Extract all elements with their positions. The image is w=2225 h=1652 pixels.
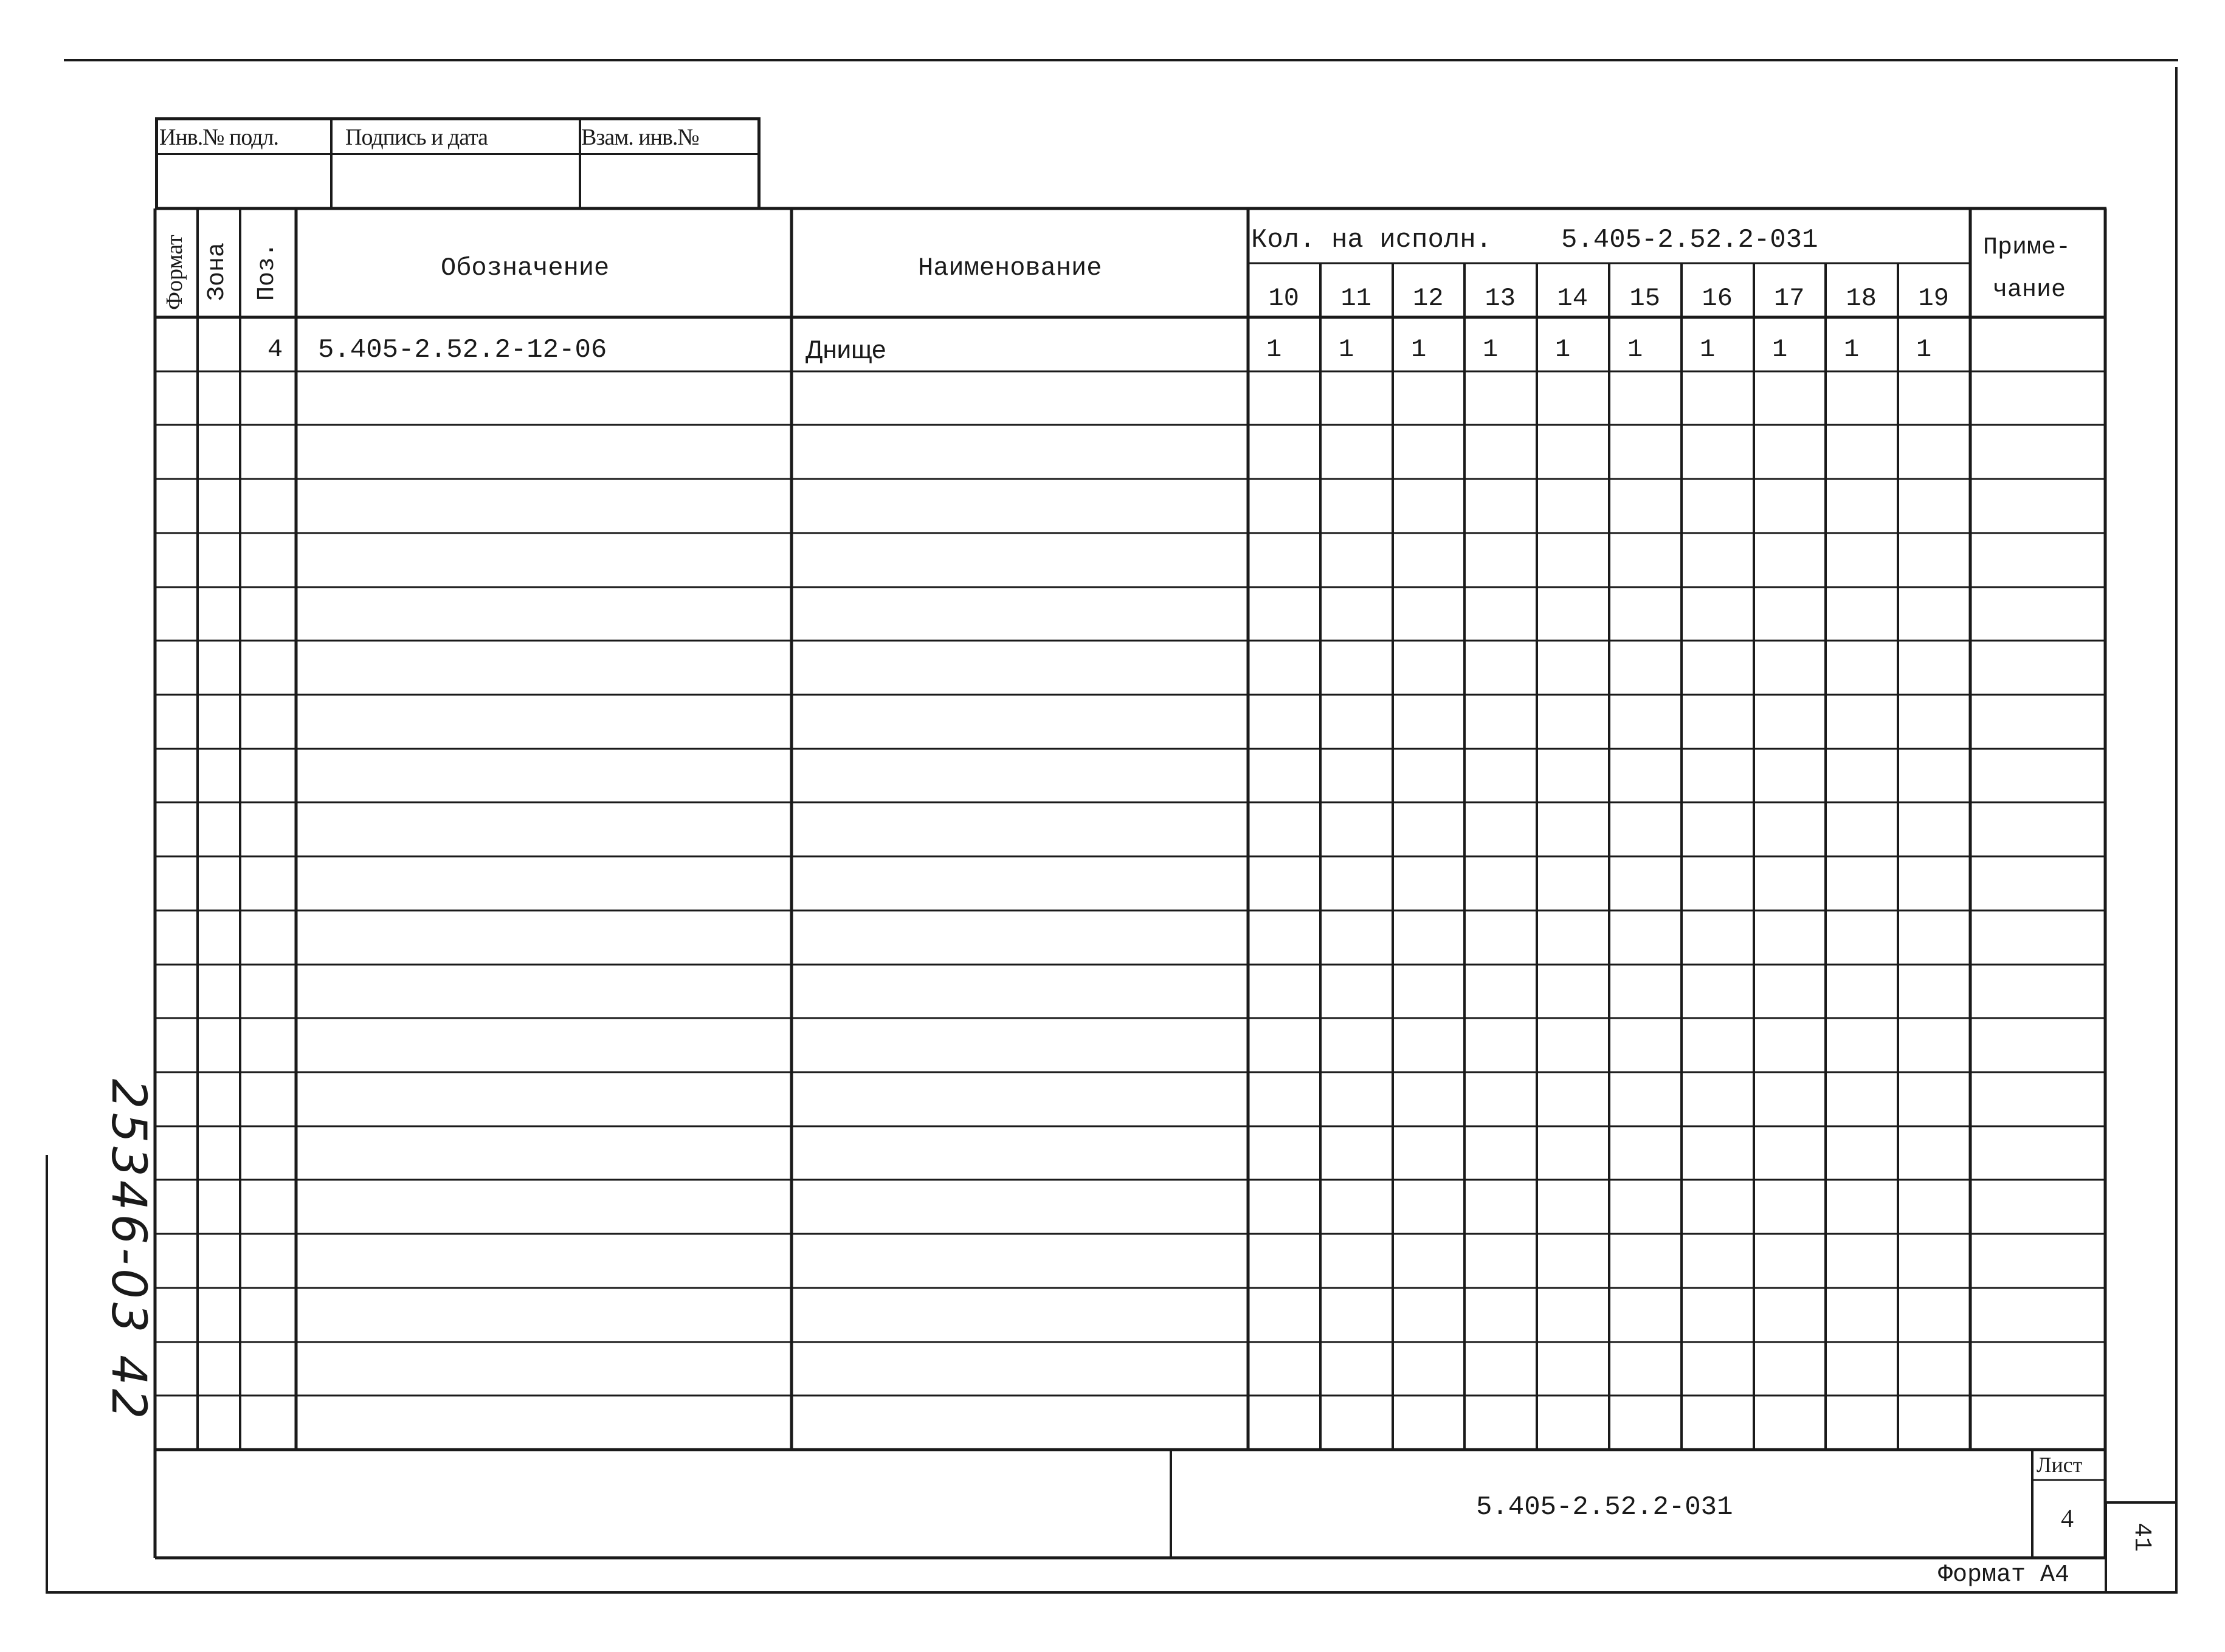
header-variant: 13: [1485, 284, 1516, 313]
row-qty: 1: [1772, 335, 1788, 364]
row-qty: 1: [1555, 335, 1571, 364]
row-pos: 4: [267, 335, 283, 364]
header-variant: 12: [1413, 284, 1444, 313]
header-format: Формат: [162, 235, 187, 310]
header-pos: Поз.: [254, 242, 281, 301]
header-qty-code: 5.405-2.52.2-031: [1561, 225, 1818, 255]
stamp-header-replace: Взам. инв.№: [581, 125, 699, 150]
row-qty: 1: [1339, 335, 1354, 364]
row-designation: 5.405-2.52.2-12-06: [318, 335, 607, 365]
row-qty: 1: [1411, 335, 1427, 364]
format-label: Формат А4: [1938, 1561, 2070, 1589]
row-qty: 1: [1916, 335, 1932, 364]
row-qty: 1: [1266, 335, 1282, 364]
header-variant: 11: [1340, 284, 1371, 313]
header-variant: 15: [1629, 284, 1660, 313]
header-variant: 10: [1268, 284, 1299, 313]
header-variant: 16: [1702, 284, 1733, 313]
row-qty: 1: [1844, 335, 1860, 364]
row-qty: 1: [1627, 335, 1643, 364]
header-variant: 17: [1774, 284, 1805, 313]
header-name: Наименование: [918, 253, 1102, 283]
header-designation: Обозначение: [441, 253, 610, 283]
page-number: 41: [2128, 1523, 2155, 1552]
header-note-line1: Приме-: [1983, 234, 2071, 261]
row-name: Днище: [805, 335, 886, 363]
header-variant: 14: [1557, 284, 1588, 313]
title-block-code: 5.405-2.52.2-031: [1476, 1492, 1733, 1523]
sheet-label: Лист: [2037, 1453, 2083, 1477]
header-variant: 18: [1846, 284, 1877, 313]
header-qty-title: Кол. на исполн.: [1251, 225, 1492, 255]
stamp-header-signature: Подпись и дата: [345, 125, 488, 150]
header-variant: 19: [1918, 284, 1949, 313]
header-zone: Зона: [204, 242, 231, 301]
sheet-number: 4: [2061, 1505, 2074, 1533]
row-qty: 1: [1483, 335, 1499, 364]
handwritten-note: 25346-03 42: [101, 1079, 156, 1423]
header-note-line2: чание: [1993, 277, 2066, 304]
stamp-header-inv: Инв.№ подл.: [159, 125, 279, 150]
row-qty: 1: [1700, 335, 1716, 364]
